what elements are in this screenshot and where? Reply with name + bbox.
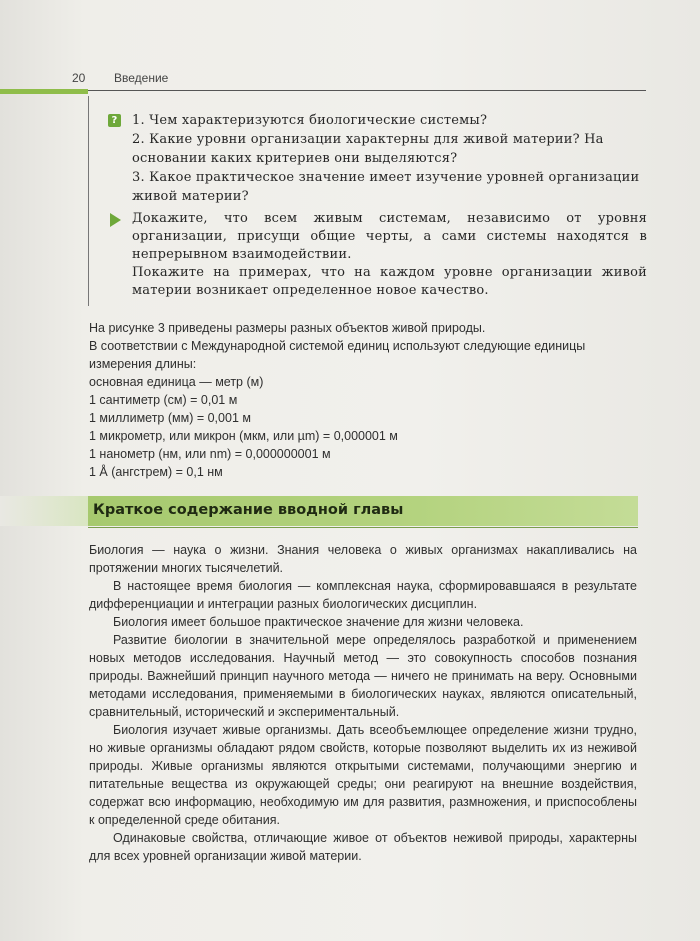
- page-number: 20: [72, 71, 86, 85]
- page-header: [72, 70, 646, 88]
- summary-title: Краткое содержание вводной главы: [93, 502, 404, 518]
- questions-side-rule: [88, 96, 89, 306]
- unit-line: 1 миллиметр (мм) = 0,001 м: [89, 411, 251, 425]
- header-accent-bar: [0, 89, 88, 94]
- header-rule: [88, 90, 646, 91]
- question-item: 2. Какие уровни организации характерны для живой материи? На основании каких критериев они выделяются?: [132, 132, 604, 166]
- play-arrow-icon: [110, 213, 121, 227]
- units-intro: На рисунке 3 приведены размеры разных объектов живой природы.: [89, 321, 486, 335]
- section-name: Введение: [114, 71, 169, 85]
- review-questions: [112, 111, 647, 206]
- summary-paragraph: Биология — наука о жизни. Знания человека о живых организмах накапливались на протяжении многих тысячелетий.: [89, 543, 637, 575]
- summary-paragraph: Биология имеет большое практическое значение для жизни человека.: [113, 615, 524, 629]
- unit-line: основная единица — метр (м): [89, 375, 264, 389]
- unit-line: 1 сантиметр (см) = 0,01 м: [89, 393, 238, 407]
- unit-line: 1 Å (ангстрем) = 0,1 нм: [89, 465, 223, 479]
- summary-paragraph: Развитие биологии в значительной мере определялось разработкой и применением новых методов исследования. Научный метод — это совокупность способов познания природы. Важнейший принцип научного метода — ничего не принимать на веру. Основными методами исследования, применяемыми в биологических науках, являются описательный, сравнительный, исторический и экспериментальный.: [89, 633, 637, 719]
- summary-paragraph: В настоящее время биология — комплексная наука, сформировавшаяся в результате дифференциации и интеграции разных биологических дисциплин.: [89, 579, 637, 611]
- summary-paragraph: Биология изучает живые организмы. Дать всеобъемлющее определение жизни трудно, но живые организмы обладают рядом свойств, которые позволяют выделить их из неживой природы. Живые организмы являются открытыми системами, получающими энергию и питательные вещества из окружающей среды; они реагируют на внешние воздействия, содержат всю информацию, необходимую им для развития, размножения, и приспособлены к определенной среде обитания.: [89, 723, 637, 827]
- summary-rule: [88, 527, 638, 528]
- tasks-block: [112, 210, 647, 300]
- task-item: Покажите на примерах, что на каждом уровне организации живой материи возникает определенное новое качество.: [132, 265, 647, 298]
- unit-line: 1 микрометр, или микрон (мкм, или µm) = 0,000001 м: [89, 429, 398, 443]
- summary-banner-fade: [0, 496, 88, 526]
- summary-banner: [88, 496, 638, 526]
- question-item: 3. Какое практическое значение имеет изучение уровней организации живой материи?: [132, 170, 640, 204]
- summary-paragraph: Одинаковые свойства, отличающие живое от объектов неживой природы, характерны для всех уровней организации живой материи.: [89, 831, 637, 863]
- unit-line: 1 нанометр (нм, или nm) = 0,000000001 м: [89, 447, 331, 461]
- task-item: Докажите, что всем живым системам, независимо от уровня организации, присущи общие черты, а сами системы находятся в непрерывном взаимодействии.: [132, 211, 647, 262]
- question-item: 1. Чем характеризуются биологические системы?: [132, 113, 488, 128]
- units-intro: В соответствии с Международной системой единиц используют следующие единицы измерения длины:: [89, 339, 586, 371]
- summary-body: [89, 541, 637, 865]
- question-icon: ?: [108, 114, 121, 127]
- units-section: [89, 319, 649, 481]
